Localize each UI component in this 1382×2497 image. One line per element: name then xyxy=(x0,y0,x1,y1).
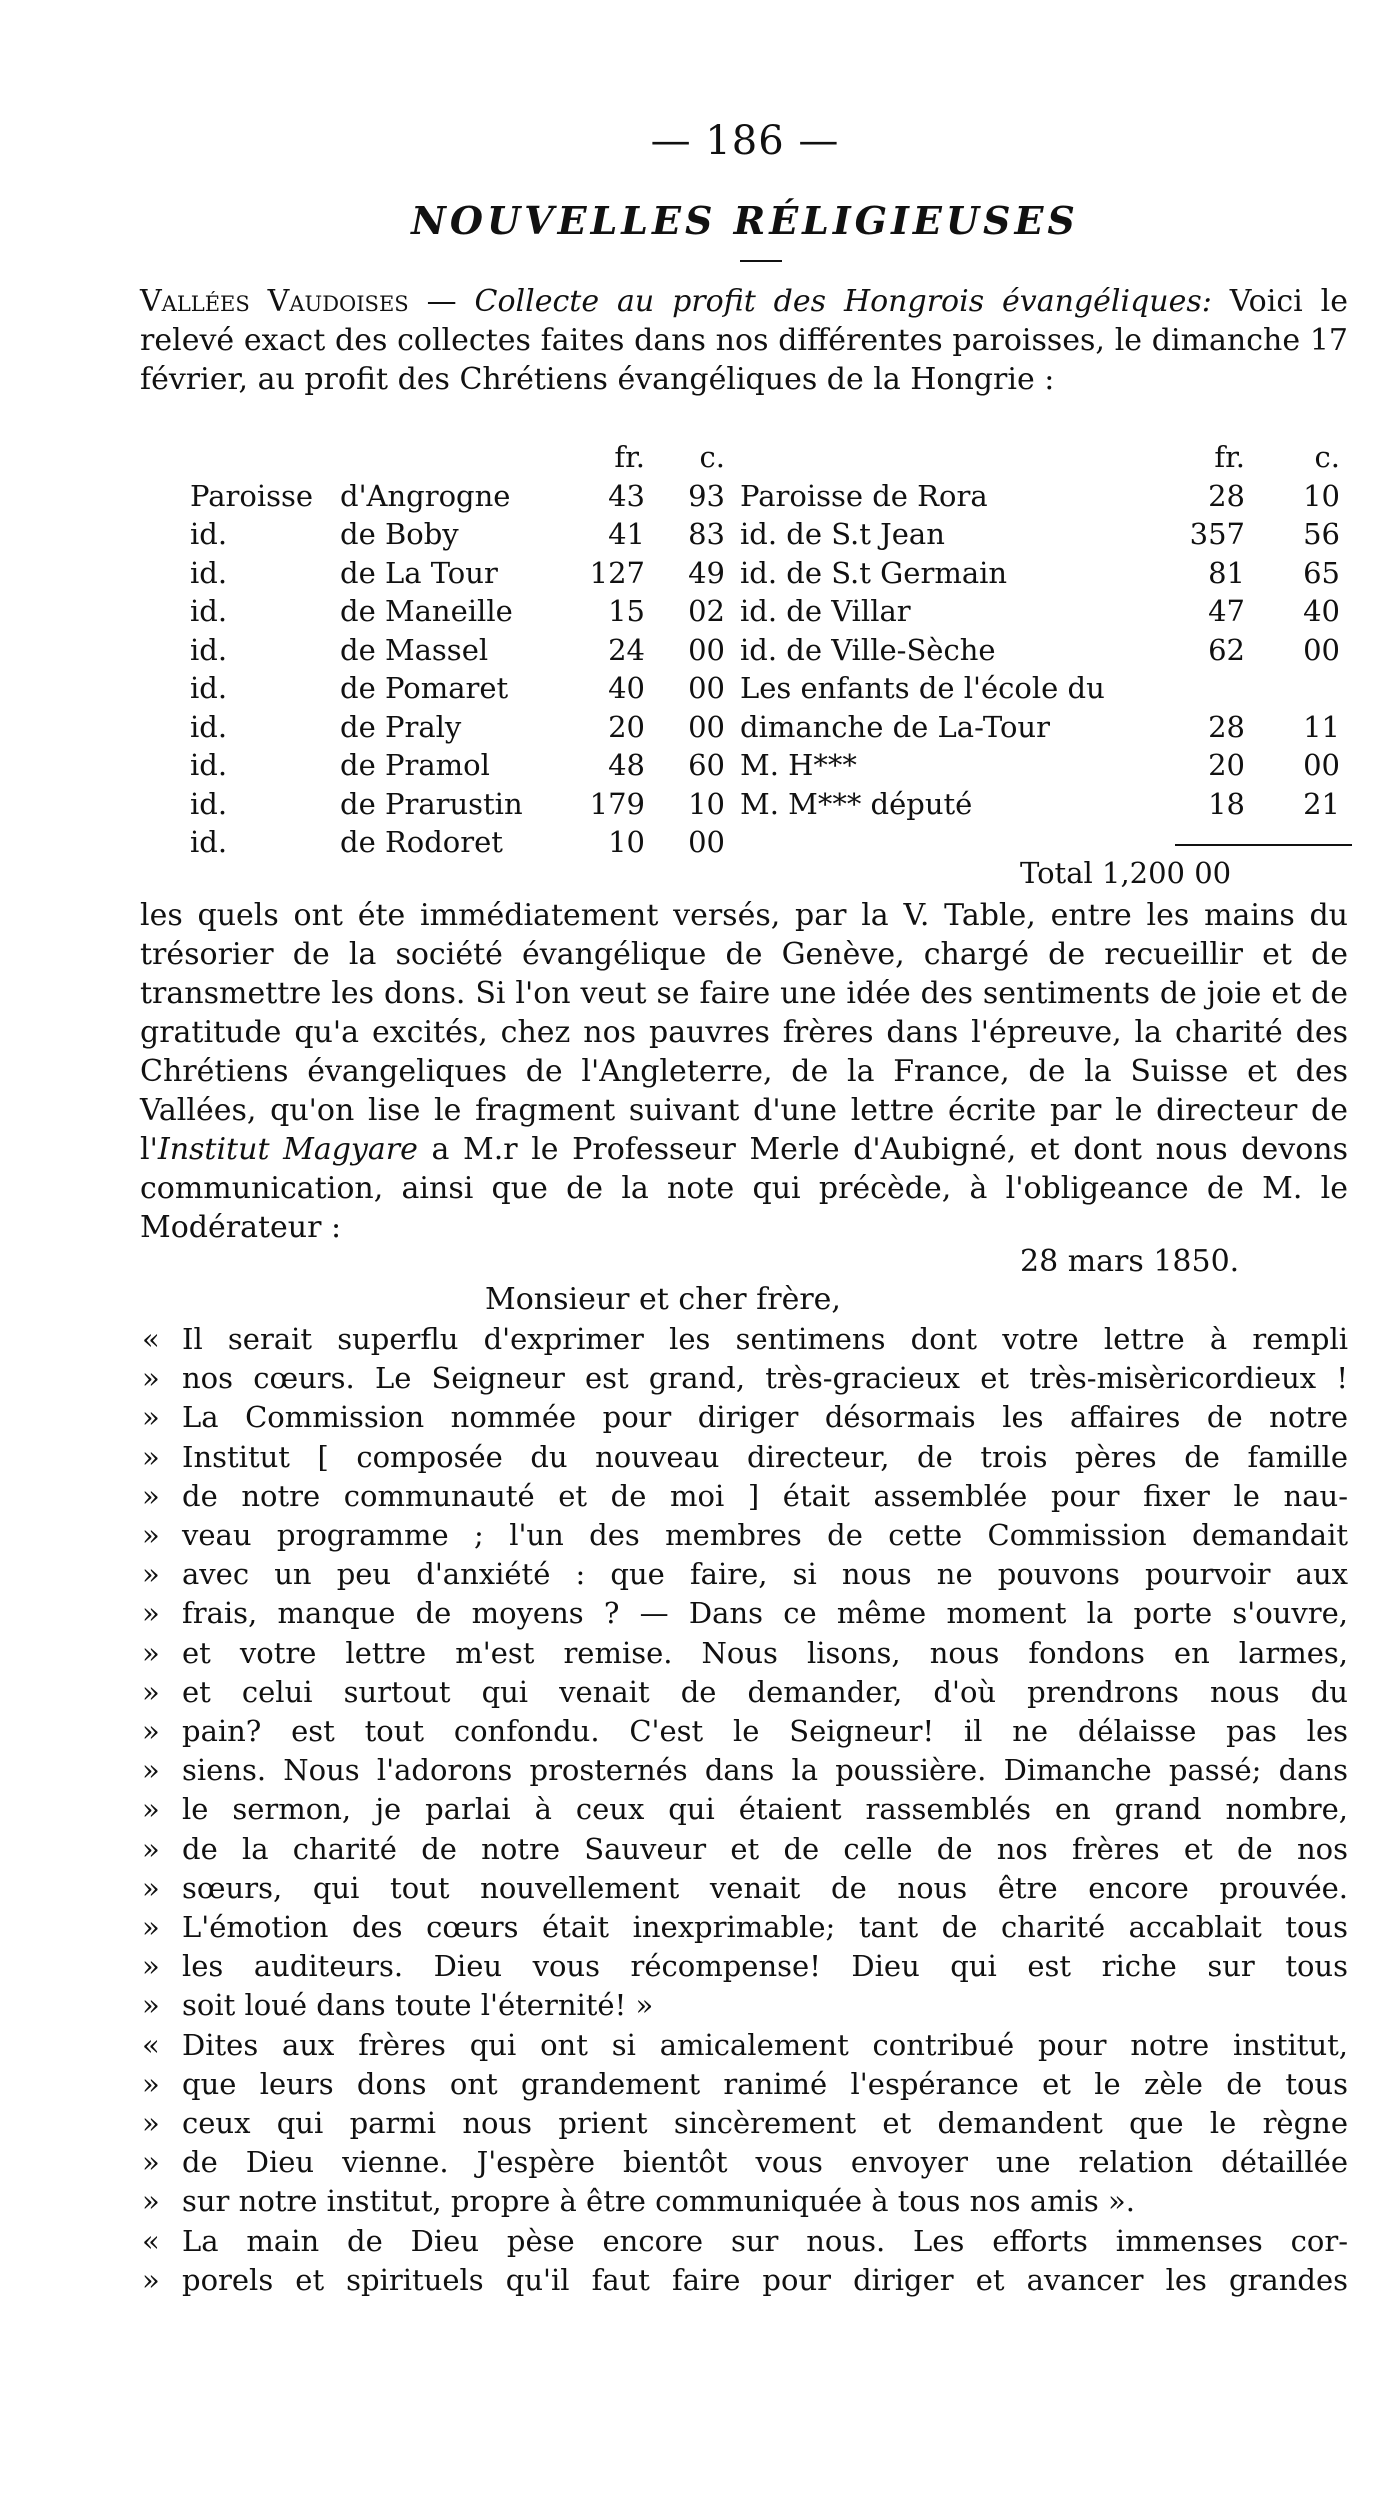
table-cell: de Praly xyxy=(340,709,462,744)
quote-mark: » xyxy=(142,1831,160,1866)
table-row xyxy=(190,479,725,518)
table-row xyxy=(740,479,1340,518)
table-cell: 20 xyxy=(1208,748,1245,782)
table-cell: id. xyxy=(190,632,228,667)
table-cell: 18 xyxy=(1208,786,1245,821)
quote-mark: » xyxy=(142,1439,160,1474)
table-cell: 15 xyxy=(608,594,645,628)
table-cell: id. xyxy=(190,709,228,744)
table-cell: 00 xyxy=(688,709,725,744)
table-row xyxy=(740,517,1340,556)
table-cell: de Rodoret xyxy=(340,825,503,859)
letter-line-text: siens. Nous l'adorons prosternés dans la poussière. Dimanche passé; dans xyxy=(182,1753,1348,1788)
letter-line-text: La Commission nommée pour diriger désormais les affaires de notre xyxy=(182,1400,1348,1435)
table-row xyxy=(740,633,1340,672)
table-cell xyxy=(740,440,1130,479)
table-cell xyxy=(190,440,340,479)
table-cell: 62 xyxy=(1208,632,1245,667)
table-cell: de Pomaret xyxy=(340,671,509,705)
letter-line xyxy=(140,2222,1348,2261)
letter-date: 28 mars 1850. xyxy=(1020,1244,1240,1279)
table-cell: id. xyxy=(190,555,228,590)
quote-mark: » xyxy=(142,1674,160,1709)
table-cell: 41 xyxy=(608,517,645,551)
table-cell: 40 xyxy=(1303,594,1340,628)
table-cell: id. de S.t Jean xyxy=(740,517,945,551)
quote-mark: » xyxy=(142,1596,160,1631)
table-cell: 81 xyxy=(1208,555,1245,590)
table-cell: 00 xyxy=(1303,632,1340,667)
letter-body xyxy=(140,1320,1348,2300)
table-row xyxy=(190,633,725,672)
table-cell: 65 xyxy=(1303,555,1340,590)
letter-line xyxy=(140,2261,1348,2300)
letter-line xyxy=(140,1359,1348,1398)
quote-mark: » xyxy=(142,1949,160,1984)
table-cell: 10 xyxy=(608,825,645,859)
quote-mark: » xyxy=(142,2066,160,2101)
quote-mark: » xyxy=(142,2184,160,2219)
letter-line-text: L'émotion des cœurs était inexprimable; tant de charité accablait tous xyxy=(182,1910,1348,1945)
table-cell xyxy=(1245,671,1340,710)
table-cell: de Boby xyxy=(340,517,459,551)
table-cell: c. xyxy=(1314,440,1340,474)
letter-line xyxy=(140,2026,1348,2065)
letter-line-text: les auditeurs. Dieu vous récompense! Dieu qui est riche sur tous xyxy=(182,1949,1348,1984)
intro-text: Voici le relevé exact des collectes faites dans nos différentes paroisses, le dimanche 17 février, au profit des Chrétiens évangéliques de la Hongrie : xyxy=(140,284,1348,397)
collection-table-right xyxy=(740,440,1340,825)
table-row xyxy=(190,787,725,826)
table-cell: 47 xyxy=(1208,594,1245,628)
letter-line xyxy=(140,1477,1348,1516)
letter-line-text: soit loué dans toute l'éternité! » xyxy=(182,1988,654,2023)
institut-name: Institut Magyare xyxy=(157,1132,418,1167)
letter-line-text: Dites aux frères qui ont si amicalement contribué pour notre institut, xyxy=(182,2027,1348,2062)
table-cell: 357 xyxy=(1189,517,1245,551)
table-row xyxy=(190,440,725,479)
table-cell: 20 xyxy=(608,709,645,744)
letter-line xyxy=(140,1790,1348,1829)
table-cell: 43 xyxy=(608,478,645,513)
quote-mark: » xyxy=(142,2262,160,2297)
quote-mark: » xyxy=(142,1870,160,1905)
table-cell: 60 xyxy=(688,748,725,782)
table-cell: 93 xyxy=(688,478,725,513)
table-cell: 00 xyxy=(688,825,725,859)
quote-mark: » xyxy=(142,1792,160,1827)
letter-line xyxy=(140,1516,1348,1555)
quote-mark: » xyxy=(142,2106,160,2141)
table-cell: id. de Villar xyxy=(740,594,911,628)
letter-line xyxy=(140,2182,1348,2221)
table-cell: 00 xyxy=(688,671,725,705)
table-row xyxy=(190,748,725,787)
table-cell: 48 xyxy=(608,748,645,782)
section-title: NOUVELLES RÉLIGIEUSES xyxy=(411,198,1079,243)
table-cell: de La Tour xyxy=(340,555,498,590)
letter-line xyxy=(140,2104,1348,2143)
letter-line-text: le sermon, je parlai à ceux qui étaient rassemblés en grand nombre, xyxy=(182,1792,1348,1827)
letter-line xyxy=(140,1908,1348,1947)
table-cell: fr. xyxy=(1214,440,1245,474)
table-cell: 28 xyxy=(1208,709,1245,744)
letter-line-text: La main de Dieu pèse encore sur nous. Les efforts immenses cor- xyxy=(182,2223,1348,2258)
table-row xyxy=(740,556,1340,595)
table-cell: id. de S.t Germain xyxy=(740,555,1008,590)
table-cell: 49 xyxy=(688,555,725,590)
table-row xyxy=(190,594,725,633)
letter-line-text: nos cœurs. Le Seigneur est grand, très-gracieux et très-misèricordieux ! xyxy=(182,1361,1348,1396)
table-cell xyxy=(340,440,570,479)
table-cell: de Maneille xyxy=(340,594,513,628)
quote-mark: » xyxy=(142,1988,160,2023)
quote-mark: « xyxy=(142,1322,160,1356)
table-cell: 00 xyxy=(1303,748,1340,782)
table-row xyxy=(190,825,725,864)
letter-line-text: veau programme ; l'un des membres de cette Commission demandait xyxy=(182,1518,1348,1553)
intro-lead: Vallées Vaudoises xyxy=(140,284,409,319)
table-row xyxy=(740,787,1340,826)
table-row xyxy=(190,556,725,595)
table-cell: dimanche de La-Tour xyxy=(740,709,1050,744)
letter-line xyxy=(140,1555,1348,1594)
table-cell: fr. xyxy=(614,440,645,474)
table-row xyxy=(740,710,1340,749)
letter-line xyxy=(140,1673,1348,1712)
table-cell: 40 xyxy=(608,671,645,705)
letter-line-text: de Dieu vienne. J'espère bientôt vous envoyer une relation détaillée xyxy=(182,2145,1348,2180)
quote-mark: » xyxy=(142,1635,160,1670)
table-row xyxy=(740,671,1340,710)
letter-line xyxy=(140,1634,1348,1673)
table-cell: 24 xyxy=(608,632,645,667)
table-cell: 83 xyxy=(688,517,725,551)
table-cell: 127 xyxy=(589,555,645,590)
table-cell: 28 xyxy=(1208,478,1245,513)
letter-line-text: ceux qui parmi nous prient sincèrement et demandent que le règne xyxy=(182,2106,1348,2141)
quote-mark: » xyxy=(142,2145,160,2180)
intro-italic: Collecte au profit des Hongrois évangéliques: xyxy=(474,284,1212,319)
table-cell: id. xyxy=(190,748,228,782)
quote-mark: » xyxy=(142,1478,160,1513)
letter-line-text: sur notre institut, propre à être communiquée à tous nos amis ». xyxy=(182,2184,1135,2219)
letter-line-text: frais, manque de moyens ? — Dans ce même moment la porte s'ouvre, xyxy=(182,1596,1348,1631)
table-row xyxy=(740,748,1340,787)
table-cell: d'Angrogne xyxy=(340,478,511,513)
letter-line xyxy=(140,2065,1348,2104)
table-cell: de Massel xyxy=(340,632,489,667)
letter-line xyxy=(140,1320,1348,1359)
table-row xyxy=(740,594,1340,633)
body-paragraph xyxy=(140,896,1348,1247)
letter-salutation: Monsieur et cher frère, xyxy=(485,1282,841,1317)
letter-line xyxy=(140,1986,1348,2025)
letter-line-text: Il serait superflu d'exprimer les sentimens dont votre lettre à rempli xyxy=(182,1322,1348,1356)
letter-line-text: Institut [ composée du nouveau directeur, de trois pères de famille xyxy=(182,1439,1348,1474)
page-number: — 186 — xyxy=(650,118,840,164)
table-cell: 02 xyxy=(688,594,725,628)
table-cell: id. xyxy=(190,517,228,551)
letter-line-text: de notre communauté et de moi ] était assemblée pour fixer le nau- xyxy=(182,1478,1348,1513)
intro-dash: — xyxy=(408,284,475,319)
table-cell: 10 xyxy=(688,786,725,821)
table-cell: M. M*** député xyxy=(740,786,973,821)
table-cell: 179 xyxy=(589,786,645,821)
letter-line xyxy=(140,1869,1348,1908)
table-cell: id. de Ville-Sèche xyxy=(740,632,996,667)
table-row xyxy=(740,440,1340,479)
table-cell: 56 xyxy=(1303,517,1340,551)
intro-paragraph xyxy=(140,282,1348,399)
table-cell: id. xyxy=(190,594,228,628)
letter-line-text: sœurs, qui tout nouvellement venait de nous être encore prouvée. xyxy=(182,1870,1348,1905)
letter-line-text: avec un peu d'anxiété : que faire, si nous ne pouvons pourvoir aux xyxy=(182,1557,1348,1592)
quote-mark: « xyxy=(142,2027,160,2062)
table-cell: id. xyxy=(190,786,228,821)
quote-mark: « xyxy=(142,2223,160,2258)
quote-mark: » xyxy=(142,1910,160,1945)
total-line: Total 1,200 00 xyxy=(1020,856,1232,890)
letter-line-text: porels et spirituels qu'il faut faire pour diriger et avancer les grandes xyxy=(182,2262,1348,2297)
table-cell xyxy=(1130,671,1245,710)
table-cell: Paroisse de Rora xyxy=(740,478,988,513)
quote-mark: » xyxy=(142,1557,160,1592)
letter-line-text: que leurs dons ont grandement ranimé l'espérance et le zèle de tous xyxy=(182,2066,1348,2101)
table-cell: Paroisse xyxy=(190,478,314,513)
title-divider xyxy=(740,260,782,262)
table-cell: 11 xyxy=(1303,709,1340,744)
letter-line-text: de la charité de notre Sauveur et de celle de nos frères et de nos xyxy=(182,1831,1348,1866)
letter-line-text: pain? est tout confondu. C'est le Seigneur! il ne délaisse pas les xyxy=(182,1714,1348,1749)
table-cell: de Pramol xyxy=(340,748,490,782)
quote-mark: » xyxy=(142,1361,160,1396)
table-cell: 21 xyxy=(1303,786,1340,821)
letter-line xyxy=(140,1398,1348,1437)
table-cell: 00 xyxy=(688,632,725,667)
table-row xyxy=(190,710,725,749)
letter-line xyxy=(140,1947,1348,1986)
quote-mark: » xyxy=(142,1400,160,1435)
total-divider xyxy=(1175,844,1352,846)
table-cell: id. xyxy=(190,671,228,705)
table-row xyxy=(190,517,725,556)
quote-mark: » xyxy=(142,1753,160,1788)
body-text-1: les quels ont éte immédiatement versés, par la V. Table, entre les mains du trésorier de la société évangélique de Genève, chargé de recueillir et de transmettre les dons. Si l'on veut se faire une idée des sentiments de joie et de gratitude qu'a excités, chez nos pauvres frères dans l'épreuve, la charité des Chrétiens évangeliques de l'Angleterre, de la France, de la Suisse et des Vallées, qu'on lise le fragment suivant d'une lettre écrite par le directeur de l' xyxy=(140,898,1348,1167)
quote-mark: » xyxy=(142,1518,160,1553)
letter-line xyxy=(140,1712,1348,1751)
table-row xyxy=(190,671,725,710)
letter-line xyxy=(140,1751,1348,1790)
letter-line xyxy=(140,2143,1348,2182)
letter-line xyxy=(140,1594,1348,1633)
table-cell: de Prarustin xyxy=(340,786,523,821)
quote-mark: » xyxy=(142,1714,160,1749)
letter-line xyxy=(140,1438,1348,1477)
table-cell: Les enfants de l'école du xyxy=(740,671,1105,705)
letter-line-text: et celui surtout qui venait de demander, d'où prendrons nous du xyxy=(182,1674,1348,1709)
letter-line xyxy=(140,1830,1348,1869)
collection-table-left xyxy=(190,440,725,864)
table-cell: M. H*** xyxy=(740,748,857,782)
table-cell: 10 xyxy=(1303,478,1340,513)
letter-line-text: et votre lettre m'est remise. Nous lisons, nous fondons en larmes, xyxy=(182,1635,1348,1670)
table-cell: id. xyxy=(190,825,228,859)
table-cell: c. xyxy=(699,440,725,474)
body-text-2: a M.r le Professeur Merle d'Aubigné, et dont nous devons communication, ainsi que de la note qui précède, à l'obligeance de M. le Modérateur : xyxy=(140,1132,1348,1245)
